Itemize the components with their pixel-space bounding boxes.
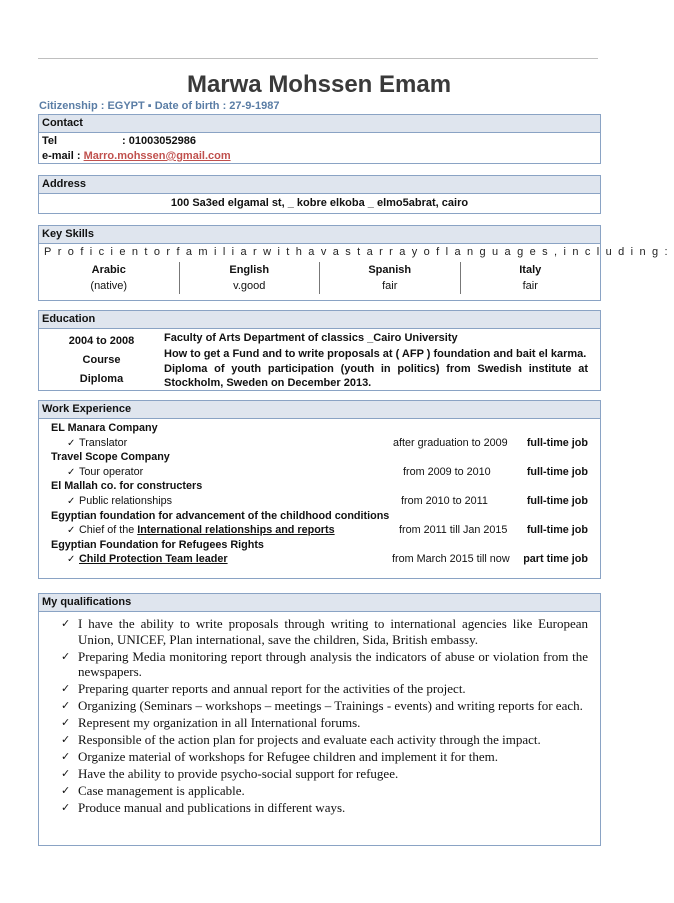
qualifications-header: My qualifications — [39, 594, 600, 612]
company-name: Travel Scope Company — [51, 451, 170, 464]
language-name: English — [229, 264, 270, 276]
check-icon: ✓ — [61, 699, 71, 712]
job-date: from 2010 to 2011 — [401, 494, 488, 507]
job-date: from 2009 to 2010 — [403, 465, 491, 478]
job-type: full-time job — [526, 494, 588, 507]
key-skills-section — [38, 225, 674, 301]
job-date: from March 2015 till now — [392, 553, 510, 566]
education-course: Course — [82, 354, 121, 366]
skills-intro-word: of — [423, 246, 446, 258]
skills-intro-word: a — [308, 246, 321, 258]
check-icon: ✓ — [67, 525, 76, 537]
email-label: e-mail : — [42, 150, 84, 162]
skills-intro — [39, 244, 674, 258]
qualifications-list — [39, 612, 600, 816]
qualification-item — [61, 649, 588, 680]
qualification-item — [61, 800, 588, 816]
work-experience-header: Work Experience — [39, 401, 600, 419]
tel-value: : 01003052986 — [122, 135, 197, 147]
language-level: (native) — [90, 280, 128, 292]
company-name: Egyptian Foundation for Refugees Rights — [51, 538, 264, 551]
company-name: El Mallah co. for constructers — [51, 480, 203, 493]
qualification-item — [61, 766, 588, 782]
qualification-item — [61, 698, 588, 714]
language-level: fair — [382, 280, 398, 292]
check-icon: ✓ — [61, 784, 71, 797]
contact-header: Contact — [39, 115, 600, 133]
job-role: Child Protection Team leader — [79, 553, 228, 566]
qualification-item — [61, 715, 588, 731]
languages-table — [39, 262, 600, 294]
qualification-text: Responsible of the action plan for projects and evaluate each activity through the impact. — [78, 732, 541, 747]
email-link[interactable]: Marro.mohssen@gmail.com — [83, 150, 231, 162]
job-role: Tour operator — [79, 465, 144, 478]
tel-label: Tel — [42, 135, 58, 147]
work-experience-section — [38, 400, 601, 579]
education-diploma-text: Diploma of youth participation (youth in politics) from Swedish institute at Stockholm, Sweden on December 2013. — [164, 363, 588, 389]
job-role: International relationships and reports — [137, 524, 335, 537]
qualification-text: Case management is applicable. — [78, 783, 245, 798]
language-cell — [180, 262, 321, 294]
qualification-item — [61, 681, 588, 697]
check-icon: ✓ — [67, 466, 76, 478]
check-icon: ✓ — [67, 495, 76, 507]
company-name: EL Manara Company — [51, 422, 158, 434]
language-cell — [320, 262, 461, 294]
qualification-text: I have the ability to write proposals through writing to international agencies like European Union, UNICEF, Plan international, save the children, Sida, British embassy. — [78, 616, 588, 647]
skills-intro-word: or — [153, 246, 177, 258]
qualification-text: Produce manual and publications in different ways. — [78, 800, 346, 815]
education-section — [38, 310, 601, 391]
qualification-text: Represent my organization in all International forums. — [78, 715, 361, 730]
skills-intro-word: familiar — [176, 246, 264, 258]
check-icon: ✓ — [61, 716, 71, 729]
education-faculty: Faculty of Arts Department of classics _Cairo University — [164, 332, 458, 344]
language-name: Arabic — [91, 264, 126, 276]
check-icon: ✓ — [67, 554, 76, 566]
job-type: full-time job — [526, 524, 588, 537]
job-date: after graduation to 2009 — [393, 436, 508, 449]
education-years: 2004 to 2008 — [68, 335, 135, 347]
qualifications-section — [38, 593, 601, 846]
check-icon: ✓ — [61, 767, 71, 780]
check-icon: ✓ — [67, 437, 76, 449]
company-name: Egyptian foundation for advancement of the childhood conditions — [51, 509, 390, 522]
contact-section — [38, 114, 601, 164]
qualification-text: Organize material of workshops for Refugee children and implement it for them. — [78, 749, 498, 764]
check-icon: ✓ — [61, 649, 71, 663]
check-icon: ✓ — [61, 682, 71, 695]
skills-intro-word: array — [366, 246, 424, 258]
job-type: full-time job — [526, 465, 588, 478]
skills-intro-word: vast — [320, 246, 367, 258]
job-type: part time job — [523, 553, 588, 566]
qualification-text: Have the ability to provide psycho-social support for refugee. — [78, 766, 399, 781]
job-role: Translator — [79, 436, 128, 449]
job-role: Public relationships — [79, 494, 173, 507]
language-name: Italy — [519, 264, 542, 276]
qualification-item — [61, 616, 588, 647]
education-diploma: Diploma — [79, 373, 124, 385]
check-icon: ✓ — [61, 733, 71, 746]
qualification-text: Preparing quarter reports and annual report for the activities of the project. — [78, 681, 466, 696]
check-icon: ✓ — [61, 617, 71, 630]
check-icon: ✓ — [61, 750, 71, 763]
skills-intro-word: Proficient — [44, 246, 154, 258]
qualification-text: Preparing Media monitoring report through analysis the indicators of abuse or violation from the newspapers. — [78, 648, 588, 679]
qualification-item — [61, 749, 588, 765]
key-skills-header: Key Skills — [39, 226, 600, 244]
education-header: Education — [39, 311, 600, 329]
address-value: 100 Sa3ed elgamal st, _ kobre elkoba _ elmo5abrat, cairo — [170, 197, 469, 209]
job-type: full-time job — [526, 436, 588, 449]
language-cell — [39, 262, 180, 294]
top-divider — [38, 58, 598, 59]
qualification-item — [61, 783, 588, 799]
language-cell — [461, 262, 601, 294]
job-date: from 2011 till Jan 2015 — [399, 524, 508, 537]
skills-intro-word: with — [263, 246, 309, 258]
language-level: v.good — [233, 280, 266, 292]
qualification-item — [61, 732, 588, 748]
address-header: Address — [39, 176, 600, 194]
address-section — [38, 175, 601, 214]
citizenship-line: Citizenship : EGYPT ▪ Date of birth : 27-9-1987 — [39, 100, 280, 112]
job-role-prefix: Chief of the — [79, 524, 138, 537]
check-icon: ✓ — [61, 801, 71, 814]
page-title: Marwa Mohssen Emam — [186, 71, 452, 98]
skills-intro-word: including: — [563, 246, 674, 258]
education-course-text: How to get a Fund and to write proposals at ( AFP ) foundation and bait el karma. — [164, 347, 587, 360]
qualification-text: Organizing (Seminars – workshops – meetings – Trainings - events) and writing reports for each. — [78, 698, 583, 713]
language-name: Spanish — [368, 264, 412, 276]
skills-intro-word: languages, — [445, 246, 564, 258]
language-level: fair — [522, 280, 538, 292]
